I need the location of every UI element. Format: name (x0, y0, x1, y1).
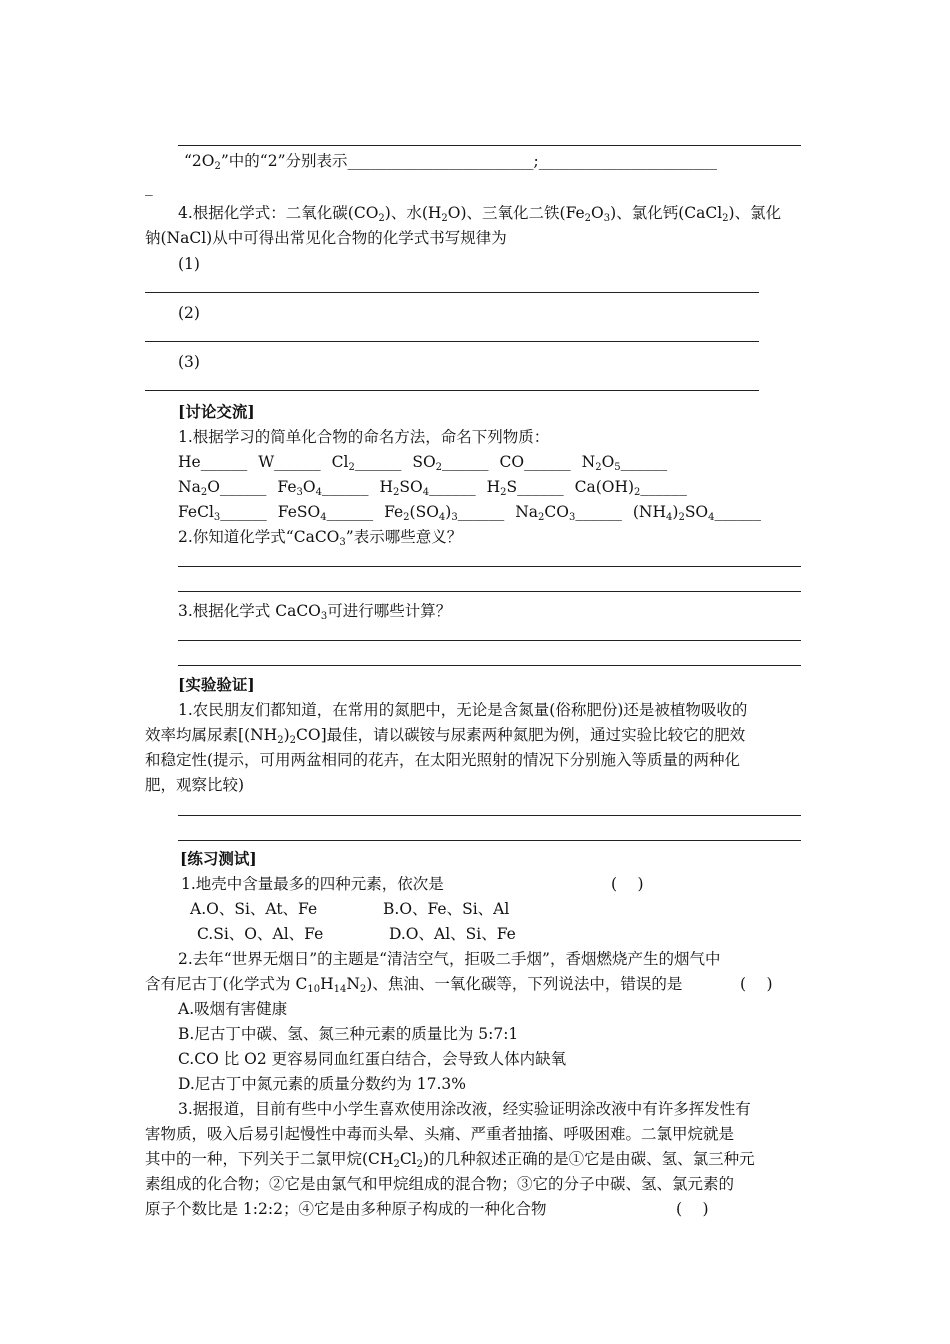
option-c: C.CO 比 O2 更容易同血红蛋白结合，会导致人体内缺氧 (178, 1050, 567, 1068)
practice-question-3-line-4: 素组成的化合物；②它是由氯气和甲烷组成的混合物；③它的分子中碳、氢、氯元素的 (145, 1175, 735, 1193)
item-3-label: (3) (178, 353, 200, 371)
formula-row-2: $Na_2O\_\_\_\_\_\_$ $Fe_3O_4\_\_\_\_\_\_$ $H_2SO_4\_\_\_\_\_\_$ $H_2S\_\_\_\_\_\_$ $Ca(OH)_2\_\_\_\_\_\_$ (178, 478, 687, 498)
option-c: C.Si、O、Al、Fe (197, 925, 324, 943)
formula-row-1: He______ W______ $Cl_2\_\_\_\_\_\_$ $SO_2\_\_\_\_\_\_$ CO______ $N_2O_5\_\_\_\_\_\_$ (178, 453, 668, 473)
option-b: B.尼古丁中碳、氢、氮三种元素的质量比为 5:7:1 (178, 1025, 519, 1043)
experiment-line-2: 效率均属尿素$[(NH_2)_2CO]$最佳，请以碳铵与尿素两种氮肥为例，通过实验比较它的肥效 (145, 726, 746, 746)
section-heading-discuss: [讨论交流] (178, 402, 255, 421)
practice-question-3-line-2: 害物质，吸入后易引起慢性中毒而头晕、头痛、严重者抽搐、呼吸困难。二氯甲烷就是 (145, 1125, 735, 1143)
practice-question-2-line-1: 2.去年“世界无烟日”的主题是“清洁空气，拒吸二手烟”，香烟燃烧产生的烟气中 (178, 950, 721, 968)
experiment-line-4: 肥，观察比较) (145, 776, 245, 794)
answer-line-tail: _ (145, 178, 153, 196)
question-2o2-line: “$2O_2$”中的“2”分别表示________________________;_______________________ (184, 152, 717, 172)
option-a: A.吸烟有害健康 (178, 1000, 288, 1018)
answer-paren: ( ) (740, 975, 773, 993)
answer-line (145, 341, 759, 342)
answer-line (178, 591, 801, 592)
answer-line (178, 566, 801, 567)
answer-paren: ( ) (676, 1200, 709, 1218)
section-heading-experiment: [实验验证] (178, 675, 255, 694)
option-d: D.O、Al、Si、Fe (389, 925, 516, 943)
answer-line (178, 815, 801, 816)
section-heading-practice: [练习测试] (180, 849, 257, 868)
practice-question-3-line-3: 其中的一种，下列关于二氯甲烷$(CH_2Cl_2)$的几种叙述正确的是①它是由碳、氢、氯三种元 (145, 1150, 755, 1170)
answer-line (178, 665, 801, 666)
item-1-label: (1) (178, 255, 200, 273)
discuss-question-2: 2.你知道化学式“CaCO$_3$”表示哪些意义？ (178, 528, 463, 548)
practice-question-3-line-1: 3.据报道，目前有些中小学生喜欢使用涂改液，经实验证明涂改液中有许多挥发性有 (178, 1100, 751, 1118)
answer-line (145, 390, 759, 391)
answer-paren: ( ) (611, 875, 644, 893)
answer-line (145, 292, 759, 293)
practice-question-1: 1.地壳中含量最多的四种元素，依次是 (181, 875, 444, 893)
question-4-line-2: 钠(NaCl)从中可得出常见化合物的化学式书写规律为 (145, 229, 507, 247)
item-2-label: (2) (178, 304, 200, 322)
option-b: B.O、Fe、Si、Al (383, 900, 510, 918)
discuss-question-3: 3.根据化学式 CaCO$_3$可进行哪些计算？ (178, 602, 452, 622)
answer-line (178, 840, 801, 841)
experiment-line-1: 1.农民朋友们都知道，在常用的氮肥中，无论是含氮量(俗称肥份)还是被植物吸收的 (178, 701, 748, 719)
answer-line (178, 145, 801, 146)
practice-question-2-line-2: 含有尼古丁(化学式为 $C_{10}H_{14}N_2$)、焦油、一氧化碳等，下列说法中，错误的是 (145, 975, 683, 995)
practice-question-3-line-5: 原子个数比是 1:2:2；④它是由多种原子构成的一种化合物 (145, 1200, 547, 1218)
option-a: A.O、Si、At、Fe (190, 900, 318, 918)
answer-line (178, 640, 801, 641)
option-d: D.尼古丁中氮元素的质量分数约为 17.3% (178, 1075, 466, 1093)
formula-row-3: FeCl$_3$______ FeSO$_4$______ $Fe_2(SO_4)_3\_\_\_\_\_\_$ $Na_2CO_3\_\_\_\_\_\_$ $(NH_4)_2SO_4\_\_\_\_\_\_$ (178, 503, 762, 523)
experiment-line-3: 和稳定性(提示，可用两盆相同的花卉，在太阳光照射的情况下分别施入等质量的两种化 (145, 751, 741, 769)
discuss-question-1: 1.根据学习的简单化合物的命名方法，命名下列物质： (178, 428, 550, 446)
question-4-line-1: 4.根据化学式：二氧化碳$(CO_2)$、水$(H_2O)$、三氧化二铁$(Fe_2O_3)$、氯化钙(CaCl$_2$)、氯化 (178, 204, 782, 224)
